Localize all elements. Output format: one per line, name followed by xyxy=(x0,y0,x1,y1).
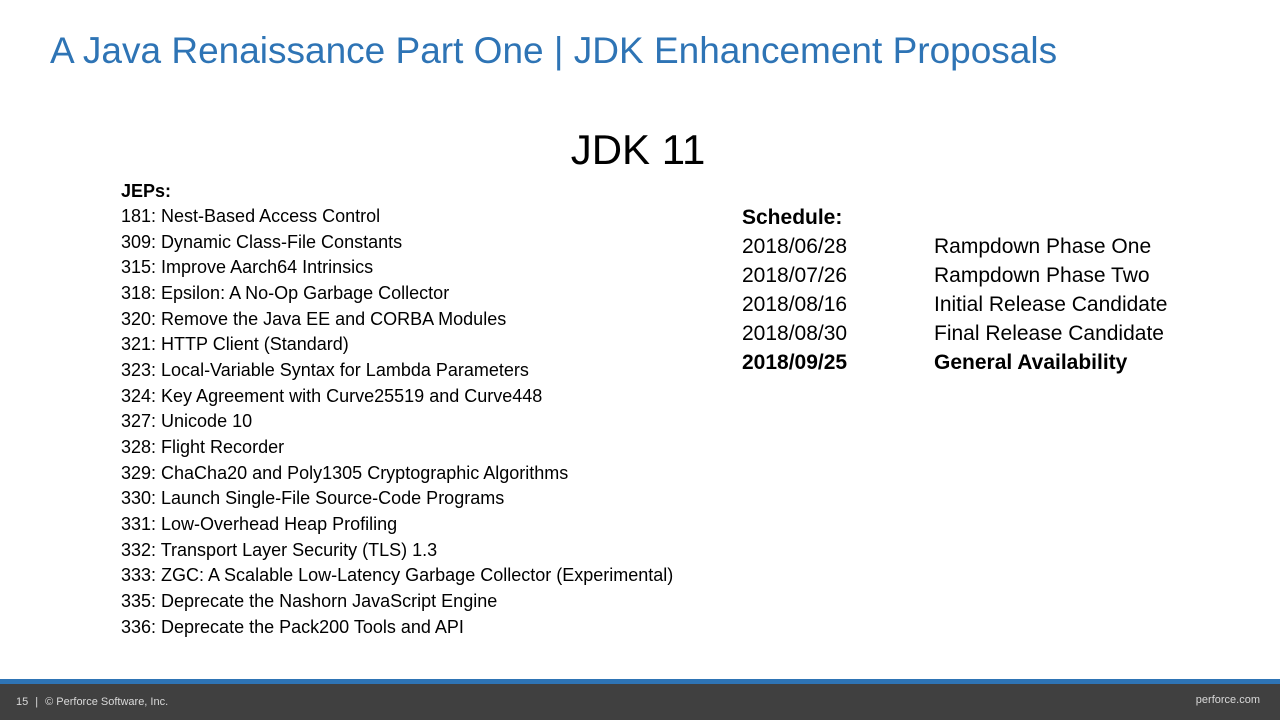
jep-item: 327: Unicode 10 xyxy=(121,411,253,432)
jep-heading: JEPs: xyxy=(121,181,172,201)
jep-item: 328: Flight Recorder xyxy=(121,436,285,457)
footer-separator: | xyxy=(35,696,39,708)
schedule-milestone: Rampdown Phase One xyxy=(934,235,1152,258)
schedule-date: 2018/08/16 xyxy=(742,293,848,316)
schedule-milestone: Initial Release Candidate xyxy=(934,293,1168,316)
schedule-heading: Schedule: xyxy=(742,206,843,229)
schedule-row-highlight xyxy=(742,348,1222,377)
schedule-section xyxy=(742,203,1222,377)
schedule-date: 2018/06/28 xyxy=(742,235,848,258)
jep-item: 332: Transport Layer Security (TLS) 1.3 xyxy=(121,539,438,560)
jep-item: 320: Remove the Java EE and CORBA Modules xyxy=(121,308,507,329)
jep-item: 318: Epsilon: A No-Op Garbage Collector xyxy=(121,282,450,303)
footer-left xyxy=(16,696,168,708)
schedule-milestone: General Availability xyxy=(934,351,1128,374)
jep-item: 336: Deprecate the Pack200 Tools and API xyxy=(121,616,464,637)
jep-section xyxy=(121,180,721,640)
slide-title: A Java Renaissance Part One | JDK Enhancement Proposals xyxy=(50,30,1058,71)
jep-item: 323: Local-Variable Syntax for Lambda Parameters xyxy=(121,359,529,380)
page-number: 15 xyxy=(16,696,29,708)
jep-item: 181: Nest-Based Access Control xyxy=(121,206,381,226)
schedule-row xyxy=(742,232,1222,261)
jep-item: 309: Dynamic Class-File Constants xyxy=(121,231,403,252)
jep-item: 333: ZGC: A Scalable Low-Latency Garbage Collector (Experimental) xyxy=(121,565,674,586)
schedule-row xyxy=(742,261,1222,290)
jep-item: 335: Deprecate the Nashorn JavaScript Engine xyxy=(121,590,498,611)
jep-item: 329: ChaCha20 and Poly1305 Cryptographic Algorithms xyxy=(121,462,569,483)
jep-item: 321: HTTP Client (Standard) xyxy=(121,334,349,355)
website-text: perforce.com xyxy=(1195,694,1260,706)
schedule-row xyxy=(742,290,1222,319)
jep-item: 331: Low-Overhead Heap Profiling xyxy=(121,513,398,534)
jep-list xyxy=(121,204,721,640)
schedule-milestone: Rampdown Phase Two xyxy=(934,264,1150,287)
schedule-row xyxy=(742,319,1222,348)
copyright-text: © Perforce Software, Inc. xyxy=(45,696,169,708)
jep-item: 315: Improve Aarch64 Intrinsics xyxy=(121,257,374,278)
jep-item: 330: Launch Single-File Source-Code Programs xyxy=(121,488,505,509)
schedule-date: 2018/09/25 xyxy=(742,351,848,374)
schedule-milestone: Final Release Candidate xyxy=(934,322,1164,345)
jep-item: 324: Key Agreement with Curve25519 and Curve448 xyxy=(121,385,543,406)
schedule-date: 2018/07/26 xyxy=(742,264,848,287)
footer xyxy=(0,684,1280,720)
schedule-date: 2018/08/30 xyxy=(742,322,848,345)
section-title: JDK 11 xyxy=(570,126,706,173)
